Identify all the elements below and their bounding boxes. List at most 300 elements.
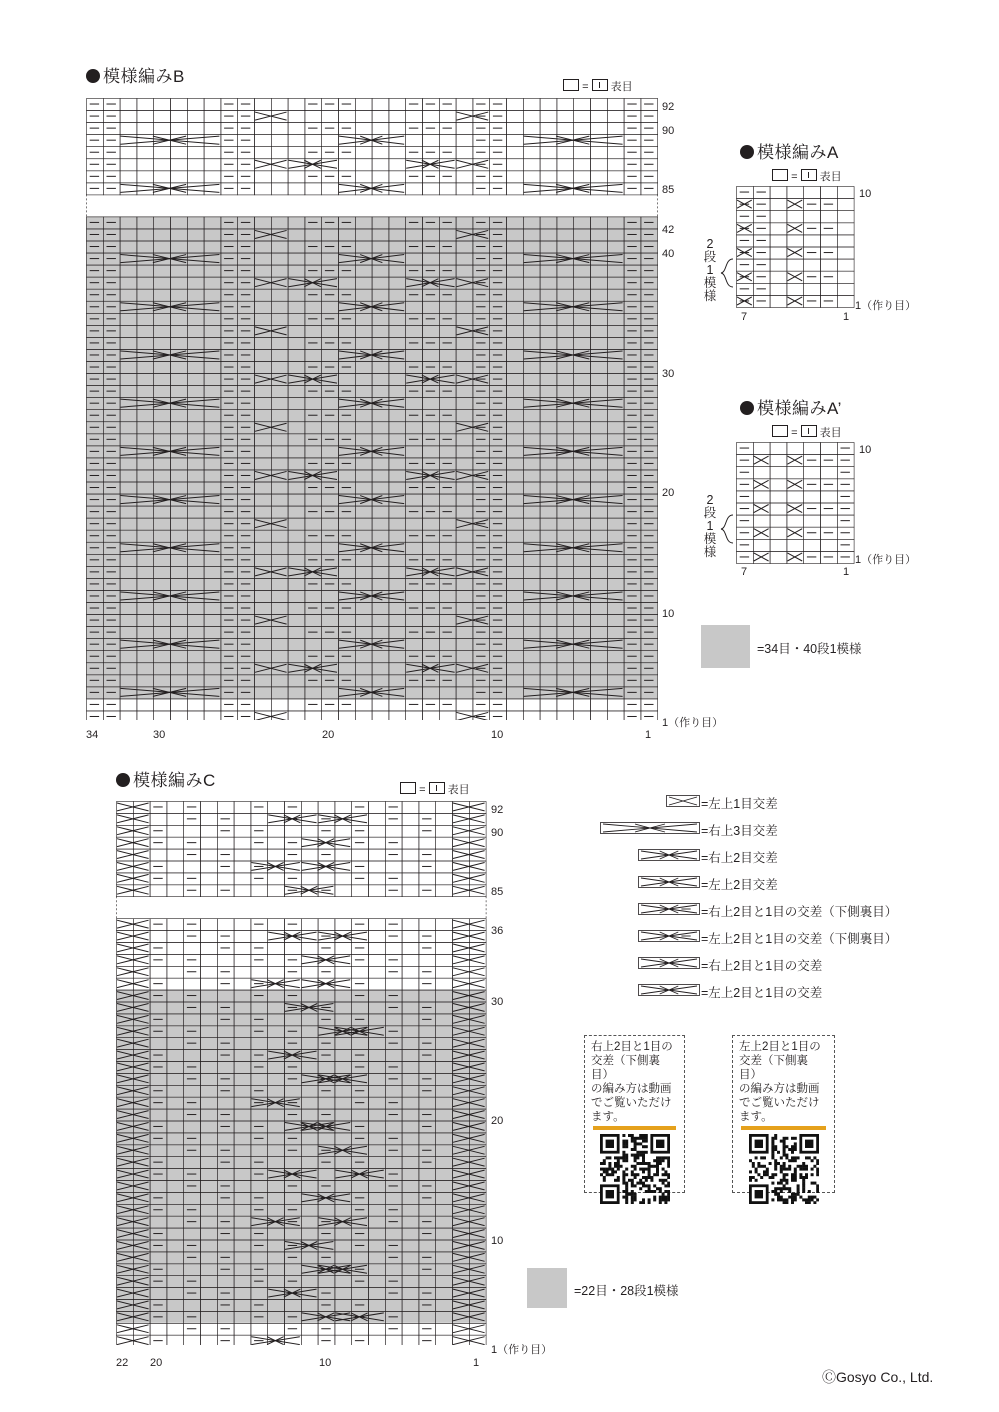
cable-cross-mark — [117, 815, 149, 823]
chart-cell — [187, 111, 204, 123]
chart-cell — [737, 187, 754, 199]
chart-cell — [787, 515, 804, 527]
chart-cell — [355, 111, 372, 123]
chart-cell — [271, 99, 288, 111]
cable-cross-mark — [787, 529, 802, 537]
chart-cell — [490, 171, 507, 183]
chart-cell — [355, 711, 372, 720]
chart-cell — [137, 171, 154, 183]
cable-cross-mark — [255, 160, 287, 168]
chart-b-row-label: 90 — [662, 125, 675, 137]
chart-cell — [335, 825, 352, 837]
chart-cell — [540, 147, 557, 159]
chart-cell — [301, 966, 318, 978]
chart-cell — [574, 159, 591, 171]
chart-cell — [103, 711, 120, 720]
chart-a-key: = 表目 — [772, 168, 842, 184]
chart-b-row-label: 20 — [662, 487, 675, 499]
legend-label: =左上2目交差 — [701, 878, 778, 892]
chart-cell — [402, 885, 419, 897]
chart-cell — [607, 99, 624, 111]
chart-cell — [184, 943, 201, 955]
chart-a2-repeat-note: 2 段 1 模 様 — [703, 493, 717, 559]
chart-cell — [167, 849, 184, 861]
chart-cell — [339, 99, 356, 111]
bullet-icon — [86, 69, 100, 83]
chart-cell — [301, 873, 318, 885]
chart-cell — [120, 123, 137, 135]
cable-cross-mark — [787, 480, 802, 488]
cable-cross-mark — [117, 944, 149, 952]
chart-a2-key: = 表目 — [772, 424, 842, 440]
chart-b-col-label: 34 — [86, 729, 99, 741]
chart-cell — [234, 885, 251, 897]
cable-cross-mark — [453, 803, 485, 811]
chart-cell — [268, 966, 285, 978]
cable-cross-mark — [117, 803, 149, 811]
chart-cell — [624, 147, 641, 159]
chart-cell — [439, 147, 456, 159]
chart-cell — [423, 135, 440, 147]
chart-b-row-label: 40 — [662, 248, 675, 260]
chart-cell — [234, 837, 251, 849]
chart-cell — [540, 135, 557, 147]
chart-cell — [255, 135, 272, 147]
chart-b-grid — [86, 98, 658, 720]
legend-item — [560, 903, 700, 915]
chart-b-title: 模様編みB — [86, 62, 185, 87]
chart-cell — [574, 699, 591, 711]
chart-cell — [234, 966, 251, 978]
repeat-c-swatch — [527, 1268, 567, 1308]
cable-cross-mark — [453, 839, 485, 847]
chart-cell — [201, 931, 218, 943]
chart-cell — [221, 699, 238, 711]
chart-cell — [355, 159, 372, 171]
chart-cell — [591, 111, 608, 123]
chart-cell — [821, 443, 838, 455]
chart-cell — [540, 111, 557, 123]
chart-cell — [154, 147, 171, 159]
chart-cell — [369, 954, 386, 966]
chart-cell — [234, 1323, 251, 1335]
chart-cell — [406, 99, 423, 111]
chart-cell — [402, 966, 419, 978]
chart-c-grid — [116, 801, 488, 1345]
chart-cell — [591, 99, 608, 111]
chart-cell — [234, 978, 251, 990]
chart-cell — [201, 1323, 218, 1335]
chart-cell — [271, 135, 288, 147]
chart-b-row-label: 85 — [662, 184, 675, 196]
chart-cell — [490, 147, 507, 159]
chart-cell — [204, 147, 221, 159]
chart-cell — [591, 171, 608, 183]
chart-cell — [770, 187, 787, 199]
chart-cell — [436, 943, 453, 955]
chart-c-row-label: 30 — [491, 996, 504, 1008]
chart-c-col-label: 20 — [150, 1357, 163, 1369]
chart-cell — [737, 259, 754, 271]
cable-symbol-icon — [666, 795, 700, 807]
chart-cell — [352, 919, 369, 931]
chart-cell — [837, 491, 854, 503]
chart-cell — [238, 171, 255, 183]
cable-cross-mark — [117, 980, 149, 988]
chart-cell — [402, 943, 419, 955]
chart-cell — [355, 147, 372, 159]
chart-cell — [591, 159, 608, 171]
legend-item — [560, 984, 700, 996]
chart-cell — [406, 111, 423, 123]
legend-label: =右上2目交差 — [701, 851, 778, 865]
chart-b-row-label: 10 — [662, 608, 675, 620]
chart-cell — [837, 283, 854, 295]
legend-label: =右上2目と1目の交差 — [701, 959, 823, 973]
chart-cell — [770, 467, 787, 479]
chart-cell — [557, 99, 574, 111]
chart-cell — [641, 171, 658, 183]
chart-cell — [187, 183, 204, 195]
cable-cross-mark — [339, 136, 404, 144]
cable-cross-mark — [737, 297, 752, 305]
chart-cell — [607, 111, 624, 123]
cable-cross-mark — [754, 553, 769, 561]
chart-cell — [234, 931, 251, 943]
chart-cell — [301, 825, 318, 837]
chart-cell — [288, 99, 305, 111]
chart-cell — [473, 699, 490, 711]
chart-cell — [352, 802, 369, 814]
repeat-b-swatch — [701, 625, 750, 668]
blank-cell-icon — [772, 169, 788, 181]
chart-b-col-label: 1 — [645, 729, 652, 741]
chart-cell — [201, 837, 218, 849]
chart-cell — [204, 123, 221, 135]
chart-cell — [737, 515, 754, 527]
chart-cell — [753, 467, 770, 479]
chart-cell — [540, 159, 557, 171]
qr-code-icon[interactable] — [749, 1134, 819, 1204]
chart-cell — [473, 171, 490, 183]
chart-cell — [523, 699, 540, 711]
chart-cell — [804, 467, 821, 479]
chart-cell — [770, 515, 787, 527]
chart-cell — [402, 873, 419, 885]
chart-cell — [787, 187, 804, 199]
chart-cell — [787, 235, 804, 247]
chart-cell — [406, 135, 423, 147]
bullet-icon — [116, 773, 130, 787]
chart-cell — [352, 861, 369, 873]
chart-cell — [171, 123, 188, 135]
cable-symbol-icon — [600, 822, 700, 834]
chart-cell — [288, 147, 305, 159]
cable-cross-mark — [453, 1325, 485, 1333]
chart-cell — [557, 123, 574, 135]
chart-cell — [372, 99, 389, 111]
chart-cell — [641, 699, 658, 711]
chart-cell — [753, 259, 770, 271]
chart-cell — [402, 849, 419, 861]
chart-cell — [255, 171, 272, 183]
legend-label: =左上2目と1目の交差（下側裏目） — [701, 932, 898, 946]
chart-cell — [369, 825, 386, 837]
chart-cell — [607, 699, 624, 711]
chart-cell — [201, 966, 218, 978]
chart-cell — [540, 171, 557, 183]
chart-cell — [770, 551, 787, 563]
chart-cell — [251, 802, 268, 814]
chart-cell — [423, 147, 440, 159]
chart-cell — [171, 111, 188, 123]
repeat-b-label: =34目・40段1模様 — [757, 642, 862, 656]
chart-cell — [402, 978, 419, 990]
cable-cross-mark — [117, 920, 149, 928]
chart-cell — [837, 223, 854, 235]
chart-cell — [137, 111, 154, 123]
chart-cell — [372, 147, 389, 159]
qr-card-text: 左上2目と1目の 交差（下側裏目） の編み方は動画 でご覧いただけ ます。 — [739, 1041, 821, 1123]
knit-cell-icon — [592, 79, 608, 91]
chart-cell — [318, 873, 335, 885]
chart-a-title: 模様編みA — [740, 138, 839, 163]
chart-cell — [268, 1323, 285, 1335]
chart-cell — [221, 711, 238, 720]
chart-cell — [402, 1323, 419, 1335]
chart-cell — [490, 699, 507, 711]
chart-cell — [737, 551, 754, 563]
chart-cell — [285, 837, 302, 849]
cable-cross-mark — [121, 184, 220, 192]
chart-cell — [268, 873, 285, 885]
chart-cell — [369, 943, 386, 955]
chart-cell — [339, 147, 356, 159]
chart-cell — [251, 885, 268, 897]
chart-cell — [322, 147, 339, 159]
chart-b-col-label: 20 — [322, 729, 335, 741]
blank-cell-icon — [563, 79, 579, 91]
chart-cell — [251, 1323, 268, 1335]
chart-cell — [385, 861, 402, 873]
chart-cell — [167, 943, 184, 955]
chart-cell — [372, 711, 389, 720]
chart-cell — [591, 135, 608, 147]
chart-cell — [821, 295, 838, 307]
chart-cell — [221, 99, 238, 111]
chart-cell — [372, 171, 389, 183]
chart-cell — [234, 873, 251, 885]
chart-cell — [837, 455, 854, 467]
chart-cell — [251, 919, 268, 931]
chart-cell — [821, 539, 838, 551]
chart-cell — [540, 123, 557, 135]
chart-cell — [419, 861, 436, 873]
chart-cell — [574, 111, 591, 123]
chart-cell — [167, 861, 184, 873]
chart-cell — [406, 171, 423, 183]
chart-c-row-label: 36 — [491, 925, 504, 937]
chart-cell — [167, 825, 184, 837]
chart-cell — [436, 978, 453, 990]
chart-cell — [372, 111, 389, 123]
chart-cell — [770, 491, 787, 503]
chart-cell — [255, 123, 272, 135]
cable-cross-mark — [117, 886, 149, 894]
chart-cell — [436, 802, 453, 814]
chart-cell — [770, 199, 787, 211]
chart-cell — [557, 111, 574, 123]
chart-cell — [770, 223, 787, 235]
chart-cell — [641, 99, 658, 111]
chart-cell — [436, 954, 453, 966]
chart-cell — [641, 711, 658, 720]
chart-cell — [234, 861, 251, 873]
chart-cell — [201, 802, 218, 814]
chart-cell — [436, 861, 453, 873]
chart-cell — [389, 159, 406, 171]
chart-cell — [523, 711, 540, 720]
chart-cell — [339, 111, 356, 123]
chart-cell — [369, 849, 386, 861]
chart-cell — [217, 978, 234, 990]
cable-symbol-icon — [638, 984, 700, 996]
chart-a-grid — [736, 186, 856, 308]
chart-cell — [137, 99, 154, 111]
chart-cell — [439, 111, 456, 123]
chart-cell — [322, 183, 339, 195]
chart-cell — [268, 802, 285, 814]
chart-cell — [352, 966, 369, 978]
chart-cell — [268, 849, 285, 861]
chart-cell — [120, 147, 137, 159]
chart-cell — [821, 211, 838, 223]
chart-cell — [285, 825, 302, 837]
chart-cell — [120, 111, 137, 123]
chart-cell — [255, 183, 272, 195]
chart-cell — [288, 123, 305, 135]
chart-cell — [507, 135, 524, 147]
knit-cell-icon — [429, 782, 445, 794]
chart-cell — [204, 711, 221, 720]
chart-cell — [523, 147, 540, 159]
chart-cell — [821, 551, 838, 563]
chart-cell — [268, 919, 285, 931]
chart-cell — [402, 837, 419, 849]
chart-cell — [301, 1335, 318, 1345]
chart-cell — [322, 111, 339, 123]
cable-symbol-icon — [638, 849, 700, 861]
chart-cell — [234, 813, 251, 825]
chart-cell — [607, 171, 624, 183]
chart-cell — [217, 1335, 234, 1345]
chart-b-row-label: 42 — [662, 224, 675, 236]
chart-cell — [439, 99, 456, 111]
chart-cell — [301, 849, 318, 861]
chart-cell — [288, 699, 305, 711]
cable-cross-mark — [117, 1337, 149, 1345]
cable-cross-mark — [117, 968, 149, 976]
chart-cell — [804, 455, 821, 467]
chart-cell — [150, 813, 167, 825]
qr-code-icon[interactable] — [600, 1134, 670, 1204]
chart-cell — [137, 711, 154, 720]
chart-cell — [557, 699, 574, 711]
cable-cross-mark — [302, 980, 350, 988]
chart-cell — [557, 147, 574, 159]
chart-cell — [288, 135, 305, 147]
chart-cell — [787, 283, 804, 295]
cable-cross-mark — [302, 863, 350, 871]
chart-cell — [574, 123, 591, 135]
chart-cell — [804, 283, 821, 295]
chart-cell — [372, 123, 389, 135]
chart-cell — [352, 849, 369, 861]
chart-cell — [439, 183, 456, 195]
chart-b-row-label: 92 — [662, 101, 675, 113]
chart-cell — [402, 825, 419, 837]
chart-cell — [402, 861, 419, 873]
chart-cell — [770, 503, 787, 515]
chart-cell — [87, 147, 104, 159]
knit-cell-icon — [801, 425, 817, 437]
chart-cell — [574, 147, 591, 159]
chart-cell — [355, 99, 372, 111]
legend-item — [560, 822, 700, 834]
chart-cell — [574, 99, 591, 111]
chart-cell — [804, 295, 821, 307]
chart-cell — [251, 849, 268, 861]
chart-cell — [507, 711, 524, 720]
chart-cell — [187, 711, 204, 720]
chart-cell — [423, 183, 440, 195]
chart-cell — [150, 849, 167, 861]
chart-cell — [402, 813, 419, 825]
chart-a2-brace-icon — [719, 514, 735, 544]
chart-cell — [624, 699, 641, 711]
cable-cross-mark — [754, 456, 769, 464]
chart-cell — [234, 954, 251, 966]
chart-cell — [352, 978, 369, 990]
chart-cell — [369, 837, 386, 849]
chart-cell — [288, 111, 305, 123]
chart-cell — [285, 802, 302, 814]
chart-b-col-label: 30 — [153, 729, 166, 741]
legend-item — [560, 795, 700, 807]
cable-cross-mark — [453, 968, 485, 976]
chart-cell — [171, 711, 188, 720]
chart-cell — [251, 966, 268, 978]
chart-cell — [456, 135, 473, 147]
chart-cell — [436, 813, 453, 825]
cable-cross-mark — [787, 297, 802, 305]
chart-cell — [335, 1323, 352, 1335]
chart-c-row-label: 92 — [491, 804, 504, 816]
legend-label: =右上3目交差 — [701, 824, 778, 838]
chart-cell — [369, 885, 386, 897]
chart-cell — [268, 837, 285, 849]
chart-cell — [540, 99, 557, 111]
chart-a-repeat-note: 2 段 1 模 様 — [703, 237, 717, 303]
blank-cell-icon — [400, 782, 416, 794]
chart-cell — [436, 919, 453, 931]
chart-cell — [301, 802, 318, 814]
chart-cell — [770, 455, 787, 467]
chart-cell — [770, 271, 787, 283]
cable-cross-mark — [302, 956, 350, 964]
chart-cell — [201, 954, 218, 966]
cable-cross-mark — [268, 815, 316, 823]
